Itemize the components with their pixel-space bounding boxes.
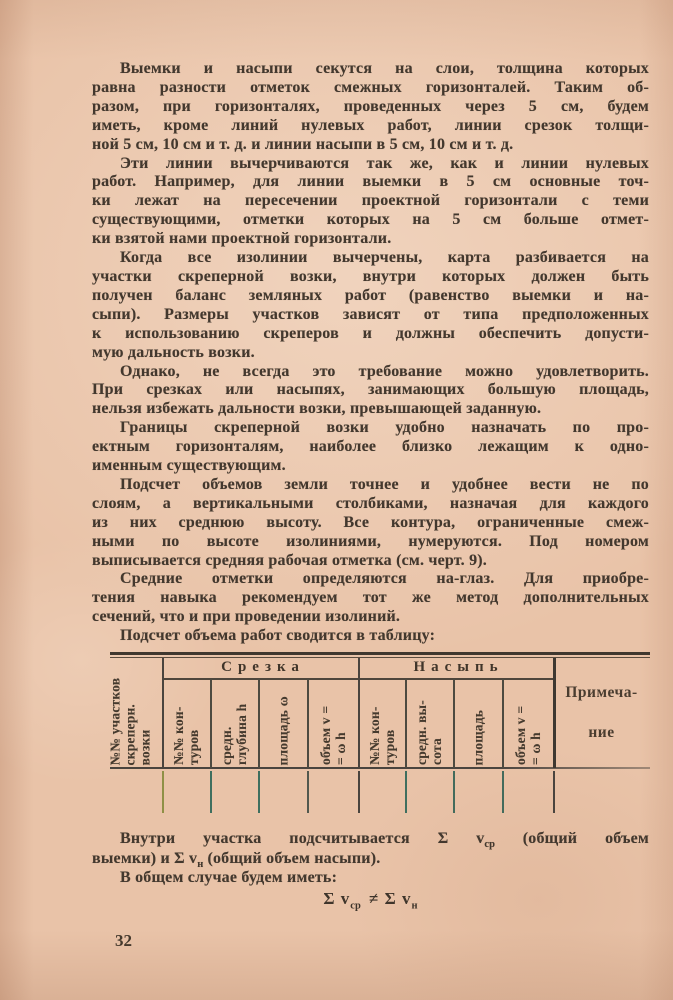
header-cell-contours-srezka <box>162 679 210 767</box>
text-line: из них среднюю высоту. Все контура, ограниченные смеж- <box>92 513 649 531</box>
paragraph <box>92 363 649 420</box>
text-line: ектным горизонталям, наиболее близко лежащим к одно- <box>92 438 649 456</box>
row-stub <box>502 771 504 813</box>
text-line: сыпи). Размеры участков зависят от типа предположенных <box>92 305 649 323</box>
rotated-header-line: №№ участков <box>107 677 123 765</box>
paragraph <box>92 155 649 250</box>
paragraph <box>92 476 649 571</box>
rotated-header-line: №№ кон- <box>171 706 186 765</box>
row-stub <box>405 771 407 813</box>
row-stub <box>210 771 212 813</box>
header-cell-volume-nasyp <box>502 679 553 767</box>
text-line: ными по высоте изолиниями, нумеруются. Под номером <box>92 532 649 550</box>
header-cell-note <box>553 658 650 768</box>
text-line: выписывается средняя рабочая отметка (см. черт. 9). <box>92 551 487 569</box>
page-number: 32 <box>115 931 132 950</box>
text-run: (общий объем насыпи). <box>203 849 381 867</box>
text-line: существующими, отметки которых на 5 см больше отмет- <box>92 211 649 229</box>
paragraph <box>92 249 649 362</box>
rotated-header-line: = ω h <box>332 732 348 765</box>
text-line: Эти линии вычерчиваются так же, как и линии нулевых <box>120 154 649 172</box>
rotated-header-line: скреперн. <box>122 703 138 765</box>
text-line: мую дальность возки. <box>92 343 255 361</box>
paragraph <box>92 570 649 627</box>
rotated-header-line: средн. <box>219 726 234 765</box>
row-stub <box>258 771 260 813</box>
text-line: к использованию скреперов и должны обеспечить допусти- <box>92 324 649 342</box>
text-line <box>92 829 649 849</box>
text-line <box>92 849 649 869</box>
header-cell-contours-nasyp <box>358 679 405 767</box>
closing-text <box>92 829 649 888</box>
rotated-header-line: = ω h <box>527 732 543 765</box>
formula-run: ≠ Σ v <box>363 889 412 908</box>
row-stub <box>162 771 164 813</box>
paragraph <box>92 627 649 646</box>
rotated-header-line: площадь ω <box>275 695 290 765</box>
note-header-line: ние <box>588 724 615 741</box>
header-cell-height-nasyp <box>405 679 453 767</box>
rotated-header-line: возки <box>137 729 153 765</box>
text-line: ки взятой нами проектной горизонтали. <box>92 230 392 248</box>
rotated-header-line: №№ кон- <box>366 706 382 765</box>
volume-table <box>107 652 650 820</box>
text-line: разом, при горизонталях, проведенных через 5 см, будем <box>92 97 649 115</box>
rotated-header-line: туров <box>186 729 201 765</box>
paragraph <box>92 419 649 476</box>
rotated-header-line: сота <box>429 738 444 765</box>
text-run: (общий объем <box>494 830 649 847</box>
text-line: сечений, что и при проведении изолиний. <box>92 608 401 626</box>
text-line: получен баланс земляных работ (равенство выемки и на- <box>92 286 649 304</box>
rotated-header-line: средн. вы- <box>414 700 429 765</box>
text-line: Средние отметки определяются на-глаз. Для приобре- <box>120 570 649 588</box>
text-line: Подсчет объема работ сводится в таблицу: <box>120 627 436 645</box>
subscript: н <box>411 900 418 912</box>
text-line: Подсчет объемов земли точнее и удобнее вести не по <box>120 475 649 493</box>
header-cell-area-srezka <box>258 679 307 767</box>
header-cell-plot-numbers <box>98 658 162 768</box>
header-cell-depth-srezka <box>210 679 258 767</box>
text-run: выемки) и Σ v <box>92 849 198 867</box>
formula <box>92 889 649 912</box>
text-line: слоям, а вертикальными столбиками, назначая для каждого <box>92 494 649 512</box>
row-stub <box>553 771 555 813</box>
text-line: работ. Например, для линии выемки в 5 см основные точ- <box>92 173 649 191</box>
text-line: ной 5 см, 10 см и т. д. и линии насыпи в 5 см, 10 см и т. д. <box>92 135 514 153</box>
text-line: тения навыка рекомендуем тот же метод дополнительных <box>92 589 649 607</box>
text-line: нельзя избежать дальности возки, превышающей заданную. <box>92 400 542 418</box>
body-text <box>92 60 649 646</box>
text-line: В общем случае будем иметь: <box>120 869 338 886</box>
rotated-header-line: объем v = <box>512 705 528 765</box>
rotated-header-line: туров <box>381 729 397 765</box>
row-stub <box>307 771 309 813</box>
text-line: Границы скреперной возки удобно назначать по про- <box>120 419 649 437</box>
rotated-header-line: объем v = <box>317 705 333 765</box>
text-line: иметь, кроме линий нулевых работ, линии срезок толщи- <box>92 116 649 134</box>
group-label-srezka: Срезка <box>221 659 305 675</box>
header-cell-area-nasyp <box>453 679 502 767</box>
text-line: Когда все изолинии вычерчены, карта разбивается на <box>120 249 649 267</box>
text-line: именным существующим. <box>92 457 286 475</box>
row-stub <box>453 771 455 813</box>
text-line: ки лежат на пересечении проектной горизонтали с теми <box>92 192 649 210</box>
rotated-header-line: площадь <box>470 709 485 765</box>
header-cell-volume-srezka <box>307 679 358 767</box>
rotated-header-line: глубина h <box>234 703 249 765</box>
subscript: ср <box>484 839 495 851</box>
paragraph <box>92 60 649 155</box>
formula-run: Σ v <box>323 889 351 908</box>
text-line: равна разности отметок смежных горизонталей. Таким об- <box>92 78 649 96</box>
table-top-rule <box>110 652 650 655</box>
row-stub <box>358 771 360 813</box>
text-line: участки скреперной возки, внутри которых должен быть <box>92 267 649 285</box>
text-line: Выемки и насыпи секутся на слои, толщина которых <box>120 60 649 77</box>
subscript: ср <box>350 900 361 912</box>
note-header-line: Примеча- <box>565 684 638 701</box>
text-run: Внутри участка подсчитывается Σ v <box>120 830 485 847</box>
group-label-nasyp: Насыпь <box>413 659 504 675</box>
text-line: Однако, не всегда это требование можно удовлетворить. <box>120 362 649 380</box>
subscript: н <box>197 858 204 870</box>
text-line: При срезках или насыпях, занимающих большую площадь, <box>92 381 649 399</box>
